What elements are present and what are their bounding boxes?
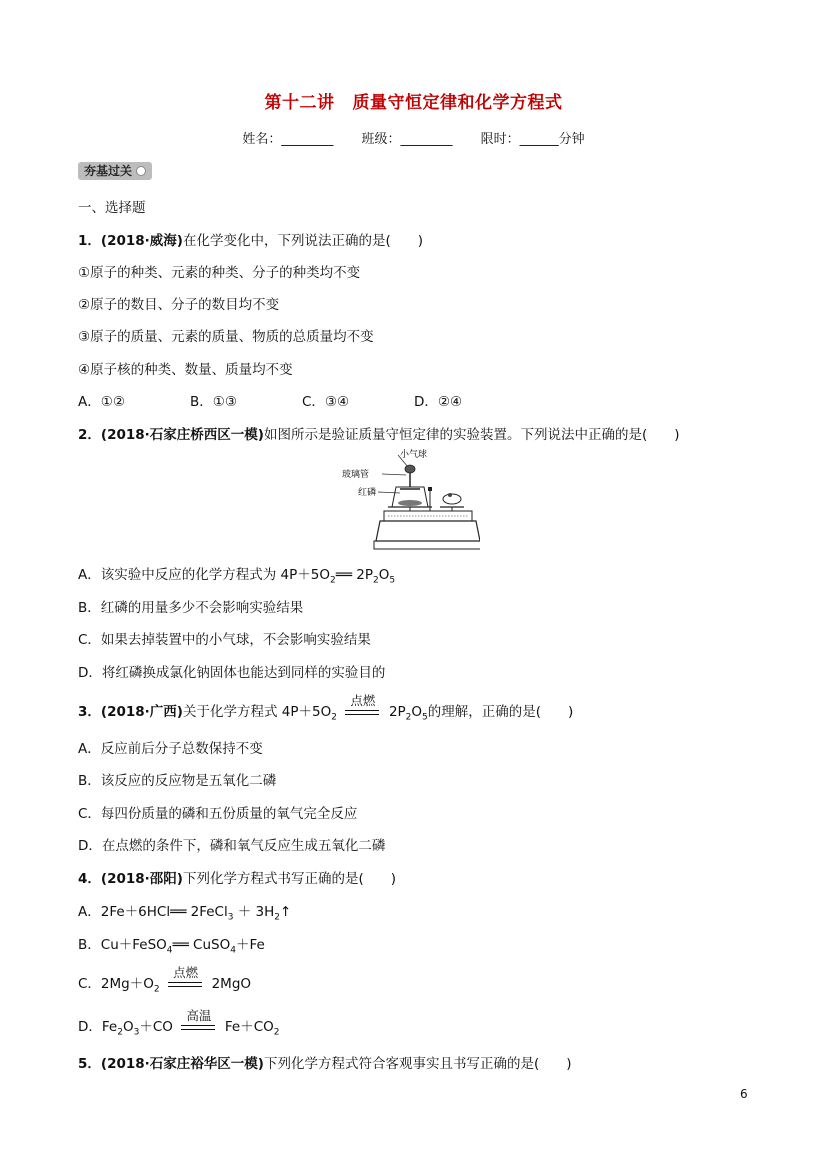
q3-sub-1: 2: [331, 712, 337, 723]
q4-option-a[interactable]: [78, 900, 291, 923]
q1-options: [78, 390, 526, 410]
q4-b-text-1: B．Cu＋FeSO: [78, 937, 167, 953]
balance-apparatus-figure: [340, 445, 480, 557]
q2-option-c[interactable]: C．如果去掉装置中的小气球，不会影响实验结果: [78, 632, 371, 648]
q2-a-sub-3: 5: [389, 575, 396, 586]
lesson-number: 第十二讲: [264, 93, 335, 113]
q1-number: 1．: [78, 233, 101, 249]
badge-label: 夯基过关: [84, 164, 133, 178]
q2-number: 2．: [78, 427, 101, 443]
student-info-fields: [0, 128, 827, 147]
q4-source: (2018·邵阳): [100, 871, 183, 887]
q2-a-text-1: A．该实验中反应的化学方程式为 4P＋5O: [78, 567, 330, 583]
q2-a-sub-1: 2: [329, 575, 336, 586]
q3-sub-3: 5: [422, 712, 428, 723]
q4-d-sub-1: 2: [117, 1027, 123, 1038]
q4-c-sub-1: 2: [153, 984, 160, 995]
q2-option-a[interactable]: [78, 563, 395, 586]
fig-label-balloon: 小气球: [400, 450, 428, 460]
q4-b-sub-2: 4: [230, 945, 236, 956]
q4-b-text-3: ＋Fe: [235, 937, 265, 953]
class-field[interactable]: 班级：________: [361, 132, 453, 147]
q2-a-text-3: O: [378, 567, 390, 583]
q4-a-sub-2: 2: [274, 912, 281, 923]
q4-b-text-2: ══ CuSO: [172, 937, 231, 953]
q1-source: (2018·威海): [100, 233, 183, 249]
q5-source: (2018·石家庄裕华区一模): [100, 1056, 264, 1072]
q1-option-b[interactable]: B．①③: [190, 394, 237, 410]
badge-dot-icon: [136, 166, 146, 176]
q4-c-reaction-arrow: [166, 965, 206, 991]
question-4: [78, 867, 396, 887]
q4-d-text-4: Fe＋CO: [224, 1019, 274, 1035]
q4-stem: 下列化学方程式书写正确的是( ): [182, 871, 396, 887]
q1-item-4: ④原子核的种类、数量、质量均不变: [78, 362, 293, 378]
q4-d-reaction-arrow: [179, 1008, 219, 1034]
q1-option-c[interactable]: C．③④: [302, 394, 350, 410]
q2-a-sub-2: 2: [373, 575, 379, 586]
q3-number: 3．: [78, 704, 101, 720]
q3-option-b[interactable]: B．该反应的反应物是五氧化二磷: [78, 773, 277, 789]
page-title: [0, 88, 827, 113]
q1-stem: 在化学变化中，下列说法正确的是( ): [182, 233, 423, 249]
q3-condition: 点燃: [350, 693, 376, 708]
q4-number: 4．: [78, 871, 101, 887]
q3-text-2: 2P: [388, 704, 406, 720]
q1-item-2: ②原子的数目、分子的数目均不变: [78, 297, 280, 313]
q2-option-d[interactable]: D．将红磷换成氯化钠固体也能达到同样的实验目的: [78, 665, 386, 681]
section-heading: 一、选择题: [78, 200, 146, 216]
q2-source: (2018·石家庄桥西区一模): [100, 427, 264, 443]
q4-c-text-2: 2MgO: [211, 976, 252, 992]
q4-d-text-3: ＋CO: [139, 1019, 173, 1035]
q3-option-d[interactable]: D．在点燃的条件下，磷和氧气反应生成五氧化二磷: [78, 838, 386, 854]
q4-d-sub-2: 3: [133, 1027, 140, 1038]
question-2: [78, 423, 680, 443]
q2-stem: 如图所示是验证质量守恒定律的实验装置。下列说法中正确的是( ): [263, 427, 680, 443]
gas-arrow-icon: ↑: [280, 904, 292, 920]
time-limit-field[interactable]: 限时：______分钟: [480, 132, 585, 147]
q3-sub-2: 2: [405, 712, 412, 723]
section-badge: [78, 162, 152, 180]
q4-option-d[interactable]: [78, 1008, 280, 1038]
q4-a-text-2: ＋ 3H: [233, 904, 275, 920]
q4-b-sub-1: 4: [166, 945, 173, 956]
q2-option-b[interactable]: B．红磷的用量多少不会影响实验结果: [78, 600, 304, 616]
q3-text-1: 关于化学方程式 4P＋5O: [182, 704, 332, 720]
fig-label-glass-tube: 玻璃管: [342, 470, 370, 480]
q3-text-3: O: [411, 704, 423, 720]
q3-source: (2018·广西): [100, 704, 183, 720]
q3-reaction-arrow: [343, 693, 383, 719]
q4-d-condition: 高温: [186, 1008, 212, 1023]
question-5: [78, 1052, 572, 1072]
q3-option-a[interactable]: A．反应前后分子总数保持不变: [78, 741, 263, 757]
q2-a-text-2: ══ 2P: [335, 567, 373, 583]
q5-stem: 下列化学方程式符合客观事实且书写正确的是( ): [263, 1056, 572, 1072]
q4-a-sub-1: 3: [227, 912, 234, 923]
q1-item-1: ①原子的种类、元素的种类、分子的种类均不变: [78, 265, 361, 281]
fig-label-red-phosphorus: 红磷: [358, 488, 377, 498]
q4-option-c[interactable]: [78, 965, 252, 995]
lesson-topic: 质量守恒定律和化学方程式: [352, 93, 563, 113]
q4-c-text-1: C．2Mg＋O: [78, 976, 154, 992]
name-field[interactable]: 姓名：________: [242, 132, 334, 147]
q3-text-4: 的理解，正确的是( ): [427, 704, 574, 720]
q4-c-condition: 点燃: [173, 965, 199, 980]
q3-option-c[interactable]: C．每四份质量的磷和五份质量的氧气完全反应: [78, 806, 358, 822]
q1-option-a[interactable]: A．①②: [78, 394, 125, 410]
q1-item-3: ③原子的质量、元素的质量、物质的总质量均不变: [78, 329, 374, 345]
question-3: [78, 693, 574, 723]
q4-d-text-2: O: [122, 1019, 134, 1035]
page-number: 6: [740, 1087, 748, 1101]
q4-option-b[interactable]: [78, 933, 265, 956]
question-1: [78, 229, 423, 249]
q4-d-text-1: D．Fe: [78, 1019, 118, 1035]
q1-option-d[interactable]: D．②④: [414, 394, 463, 410]
q4-a-text-1: A．2Fe＋6HCl══ 2FeCl: [78, 904, 228, 920]
q4-d-sub-3: 2: [273, 1027, 280, 1038]
q5-number: 5．: [78, 1056, 101, 1072]
